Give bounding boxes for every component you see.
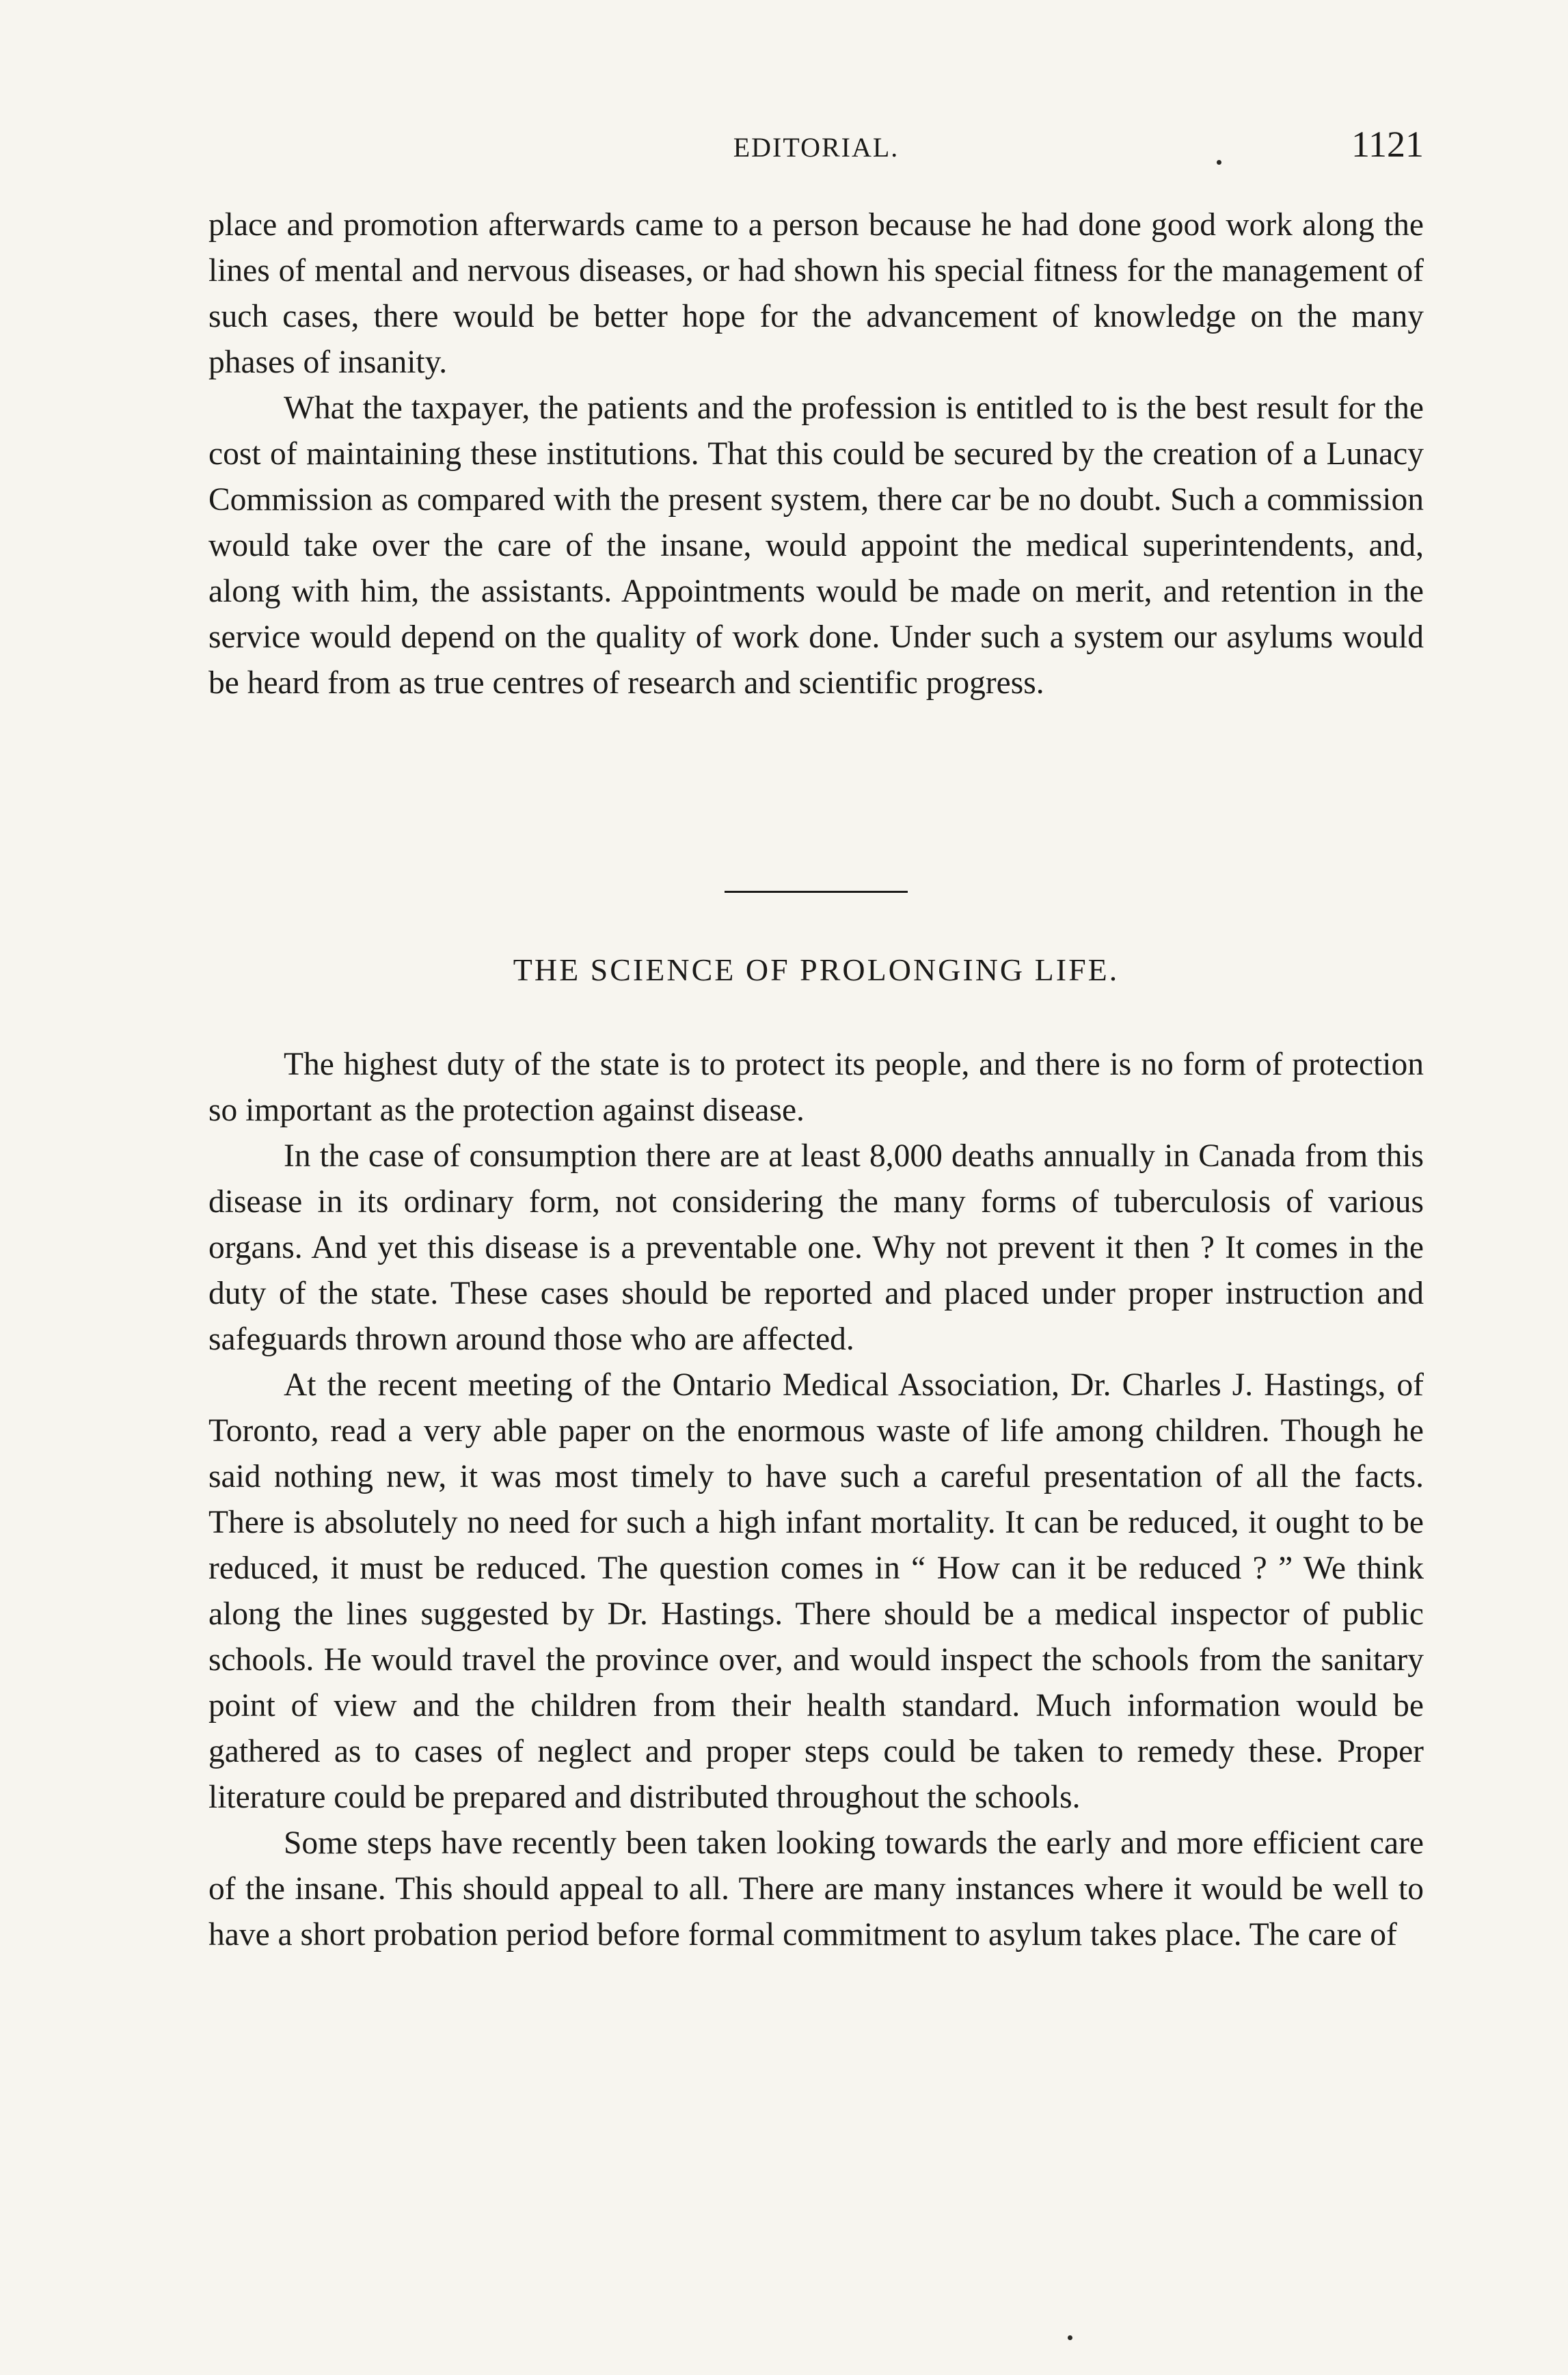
body-paragraph: In the case of consumption there are at least 8,000 deaths annually in Canada from this disease in its ordinary form, not considering the many forms of tuberculosis of various organs. And yet this disease is a preventable one. Why not prevent it then ? It comes in the duty of the state. These cases should be reported and placed under proper instruction and safeguards thrown around those who are affected.: [208, 1138, 1424, 1357]
article-title: THE SCIENCE OF PROLONGING LIFE.: [513, 952, 1120, 987]
body-paragraph: What the taxpayer, the patients and the profession is entitled to is the best result for the cost of maintaining these institutions. That this could be secured by the creation of a Lunacy Commission as compared with the present system, there car be no doubt. Such a commission would take over the care of the insane, would appoint the medical superintendents, and, along with him, the assistants. Appointments would be made on merit, and retention in the service would depend on the quality of work done. Under such a system our asylums would be heard from as true centres of research and scientific progress.: [208, 390, 1424, 701]
body-paragraph: At the recent meeting of the Ontario Medical Association, Dr. Charles J. Hastings, of Toronto, read a very able paper on the enormous waste of life among children. Though he said nothing new, it was most timely to have such a careful presentation of all the facts. There is absolutely no need for such a high infant mortality. It can be reduced, it ought to be reduced, it must be reduced. The question comes in “ How can it be reduced ? ” We think along the lines suggested by Dr. Hastings. There should be a medical inspector of public schools. He would travel the province over, and would inspect the schools from the sanitary point of view and the children from their health standard. Much information would be gathered as to cases of neglect and proper steps could be taken to remedy these. Proper literature could be prepared and distributed throughout the schools.: [208, 1367, 1424, 1815]
continued-text: [208, 202, 1424, 706]
print-speck: [1217, 160, 1221, 165]
running-head-section: EDITORIAL.: [733, 132, 900, 163]
print-speck: [1068, 2335, 1072, 2340]
section-divider: [725, 891, 908, 893]
body-paragraph: The highest duty of the state is to protect its people, and there is no form of protection so important as the protection against disease.: [208, 1047, 1424, 1128]
body-paragraph: Some steps have recently been taken looking towards the early and more efficient care of the insane. This should appeal to all. There are many instances where it would be well to have a short probation period before formal commitment to asylum takes place. The care of: [208, 1825, 1424, 1953]
article-body: [208, 1042, 1424, 1958]
page-number: 1121: [1351, 124, 1424, 165]
running-head: [208, 123, 1424, 171]
continued-paragraph: place and promotion afterwards came to a person because he had done good work along the lines of mental and nervous diseases, or had shown his special fitness for the management of such cases, there would be better hope for the advancement of knowledge on the many phases of insanity.: [208, 207, 1424, 380]
